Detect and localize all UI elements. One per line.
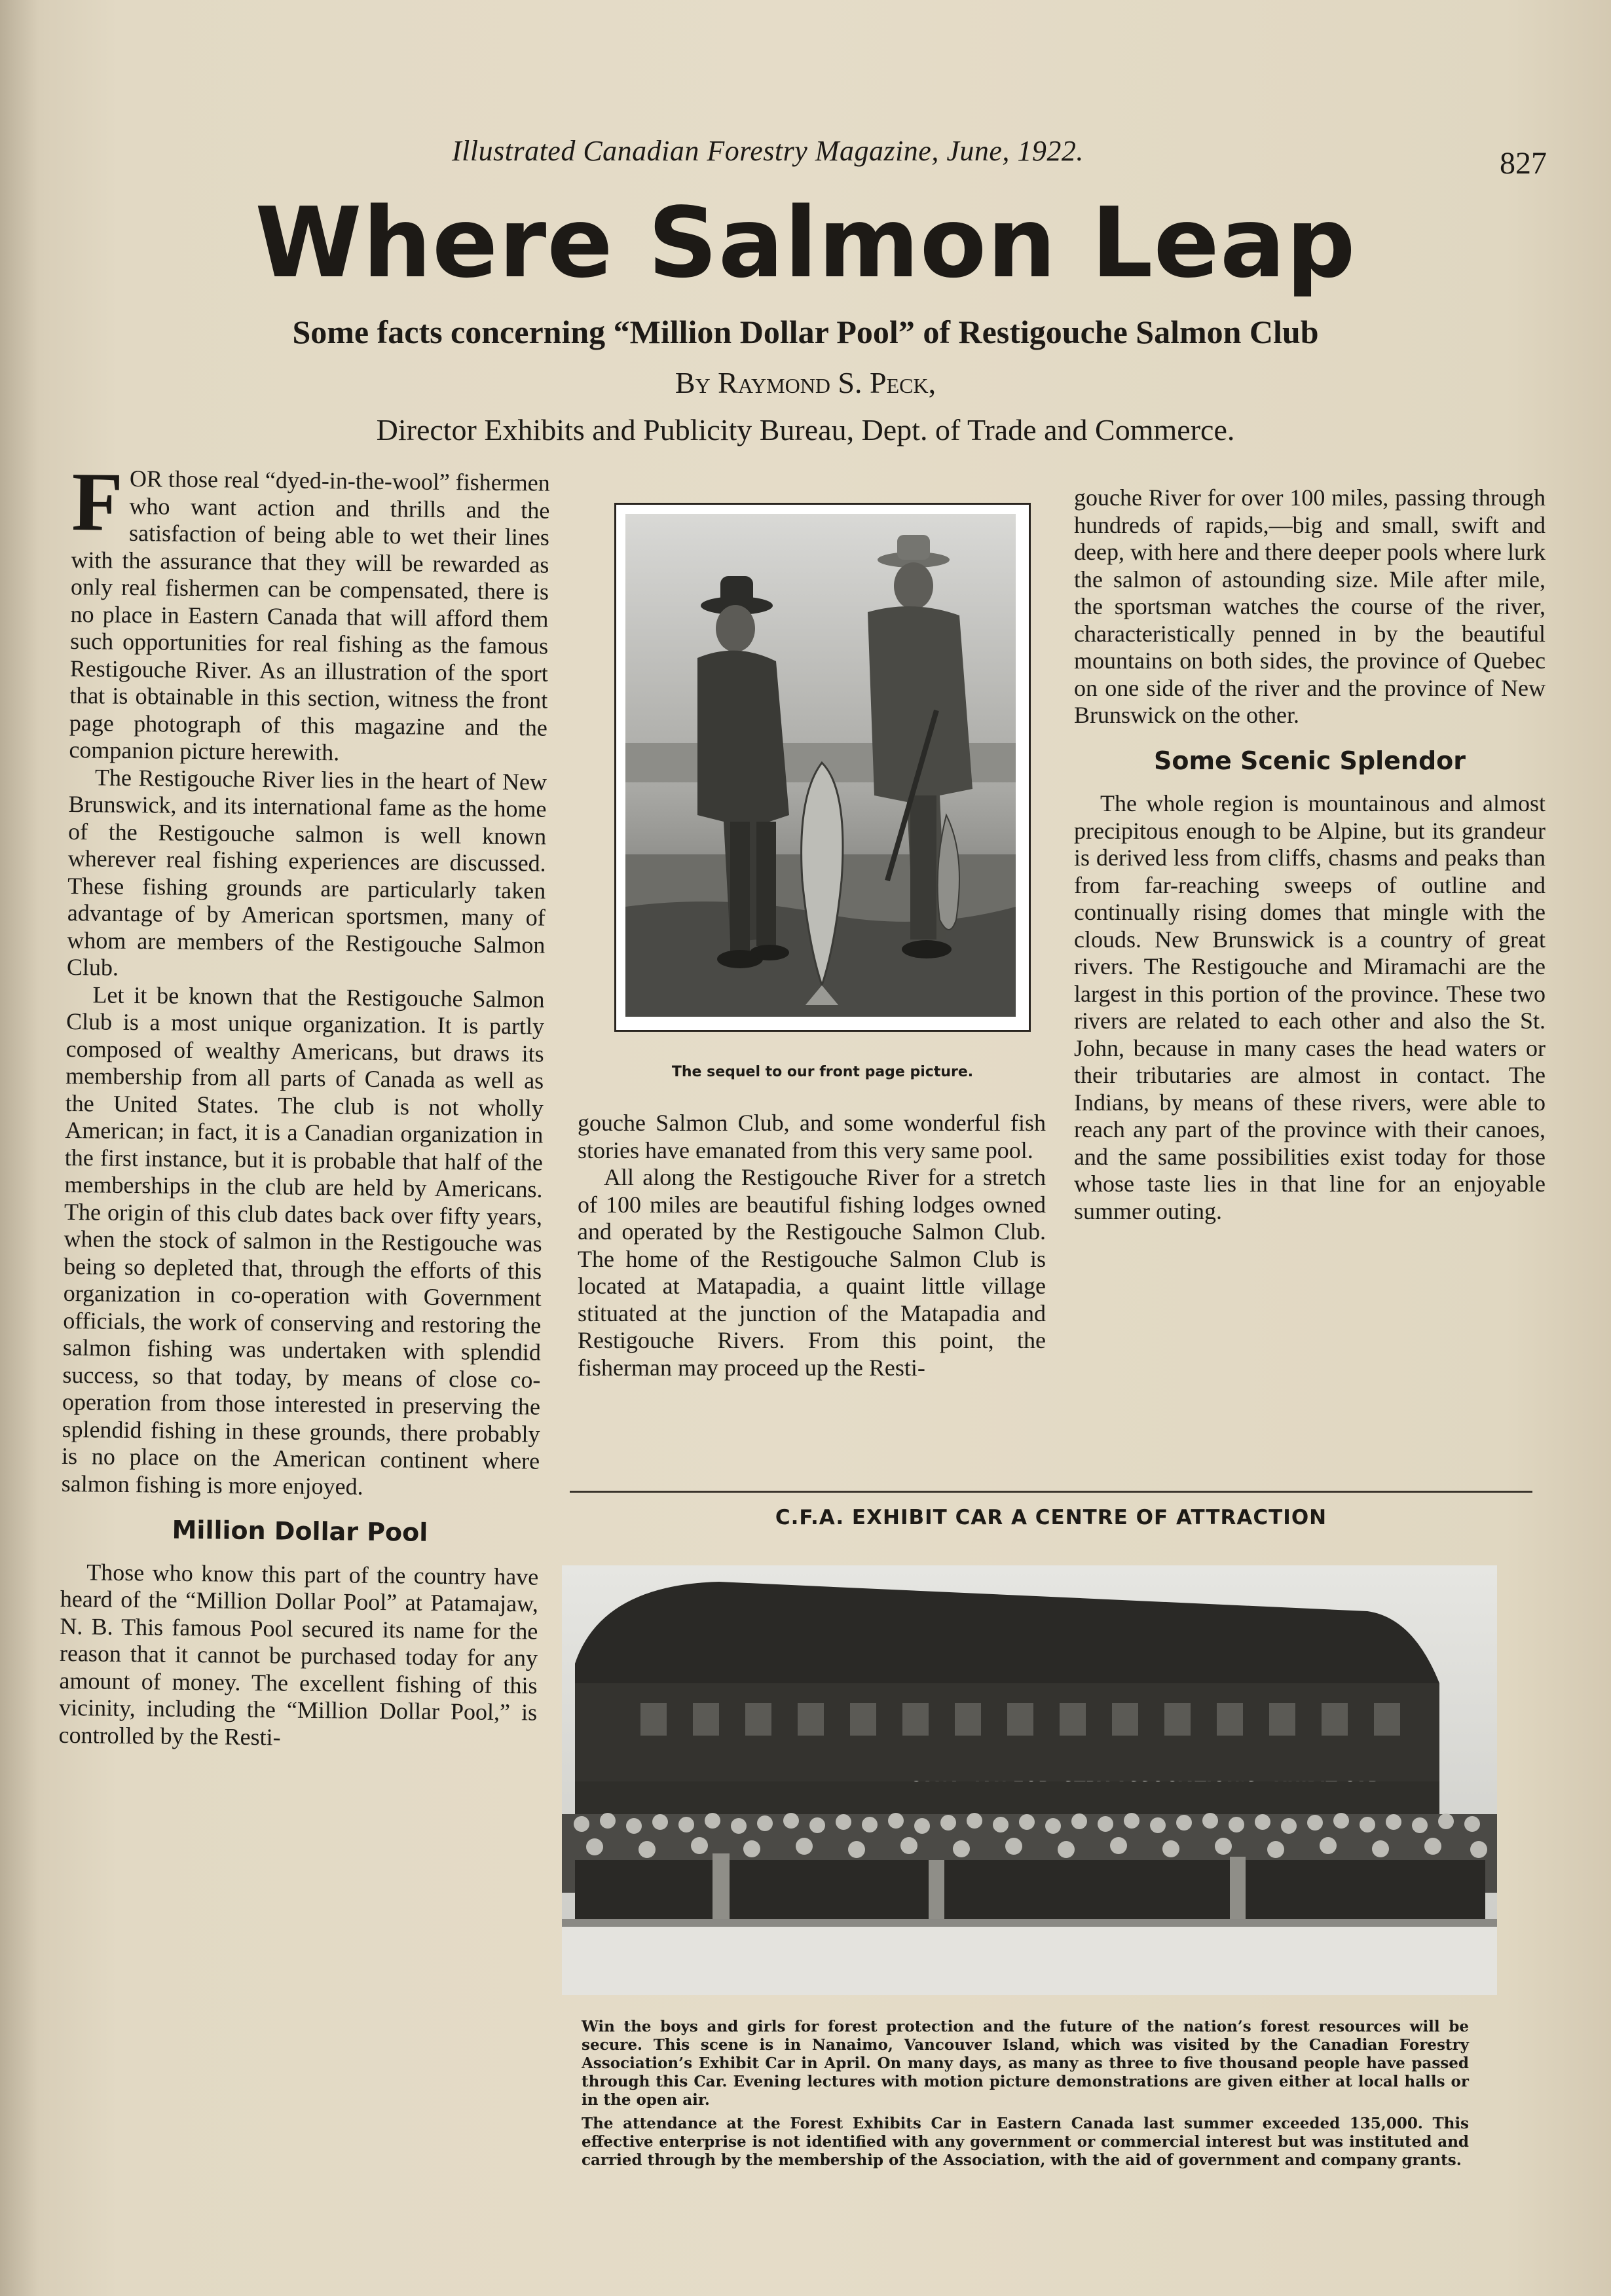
paragraph: gouche River for over 100 miles, passing through hundreds of rapids,—big and small, swift and deep, with here and there deeper pools where lurk the salmon of astounding size. Mile after mile, the sportsman watches the course of the river, characteristically penned in by the beautiful mountains on both sides, the province of Quebec on one side of the river and the province of New Brunswick on the other. (1074, 484, 1546, 728)
running-head: Illustrated Canadian Forestry Magazine, June, 1922. (452, 135, 1084, 167)
photo-caption: The sequel to our front page picture. (671, 1064, 974, 1080)
exhibit-car-photo (562, 1565, 1497, 1995)
text-column-1 (58, 455, 550, 1754)
paragraph-text: OR those real “dyed-in-the-wool” fishermen who want action and thrills and the satisfaction of being able to wet their lines with the assurance that they will be rewarded as only real fishermen can be compensated, there is no place in Eastern Canada that will afford them such opportunities for real fishing as the famous Restigouche River. As an illustration of the sport that is obtainable in this section, witness the front page photograph of this magazine and the companion picture herewith. (69, 465, 550, 766)
fishermen-photo (614, 503, 1031, 1032)
text-column-2 (578, 1110, 1046, 1381)
exhibit-car-caption (582, 2018, 1469, 2175)
article-title: Where Salmon Leap (255, 187, 1356, 299)
paragraph (69, 455, 550, 769)
paragraph: The whole region is mountainous and almost precipitous enough to be Alpine, but its grandeur is derived less from cliffs, chasms and peaks than from far-reaching sweeps of outline and continually rising domes that mingle with the clouds. New Brunswick is a country of great rivers. The Restigouche and Miramachi are the largest in this portion of the province. These two rivers are related to each other and also the St. John, because in many cases the head waters or their tributaries are almost in contact. The Indians, by means of these rivers, were able to reach any part of the province with their canoes, and the same possibilities exist today for those whose taste lies in that line for an enjoyable summer outing. (1074, 790, 1546, 1224)
fishermen-photo-image (625, 514, 1016, 1017)
caption-paragraph: Win the boys and girls for forest protection and the future of the nation’s forest resources will be secure. This scene is in Nanaimo, Vancouver Island, which was visited by the Canadian Forestry Association’s Exhibit Car in April. On many days, as many as three to five thousand people have passed through this Car. Evening lectures with motion picture demonstrations are given either at local halls or in the open air. (582, 2018, 1469, 2109)
exhibit-car-heading: C.F.A. EXHIBIT CAR A CENTRE OF ATTRACTION (775, 1506, 1327, 1529)
text-column-3 (1074, 484, 1546, 1225)
article-subtitle: Some facts concerning “Million Dollar Pool” of Restigouche Salmon Club (292, 314, 1319, 350)
paragraph: gouche Salmon Club, and some wonderful fish stories have emanated from this very same pool. (578, 1110, 1046, 1163)
byline: By Raymond S. Peck, (675, 366, 936, 399)
paragraph: Those who know this part of the country have heard of the “Million Dollar Pool” at Patamajaw, N. B. This famous Pool secured its name for the reason that it cannot be purchased today for any amount of money. The excellent fishing of this vicinity, including the “Million Dollar Pool,” is controlled by the Resti- (58, 1558, 539, 1750)
section-heading: Million Dollar Pool (172, 1515, 428, 1547)
caption-paragraph: The attendance at the Forest Exhibits Car in Eastern Canada last summer exceeded 135,000. This effective enterprise is not identified with any government or commercial interest but was instituted and carried through by the membership of the Association, with the aid of government and company grants. (582, 2115, 1469, 2169)
paragraph: The Restigouche River lies in the heart of New Brunswick, and its international fame as the home of the Restigouche salmon is well known wherever real fishing experiences are discussed. These fishing grounds are particularly taken advantage of by American sportsmen, many of whom are members of the Restigouche Salmon Club. (66, 763, 547, 981)
horizontal-rule (570, 1491, 1532, 1493)
section-heading: Some Scenic Splendor (1153, 746, 1466, 775)
page-number: 827 (1500, 146, 1547, 181)
paragraph: All along the Restigouche River for a stretch of 100 miles are beautiful fishing lodges owned and operated by the Restigouche Salmon Club. The home of the Restigouche Salmon Club is located at Matapadia, a quaint little village stituated at the junction of the Matapadia and Restigouche Rivers. From this point, the fisherman may proceed up the Resti- (578, 1164, 1046, 1381)
drop-cap: F (71, 455, 124, 549)
paragraph: Let it be known that the Restigouche Salmon Club is a most unique organization. It is partly composed of wealthy Americans, but draws its membership from all parts of Canada as well as the United States. The club is not wholly American; in fact, it is a Canadian organization in the first instance, but it is probable that half of the memberships in the club are held by Americans. The origin of this club dates back over fifty years, when the stock of salmon in the Restigouche was being so depleted that, through the efforts of this organization in co-operation with Government officials, the work of conserving and restoring the salmon fishing was undertaken with splendid success, so that today, by means of close co-operation from those interested in preserving the splendid fishing in these grounds, there probably is no place on the American continent where salmon fishing is more enjoyed. (61, 981, 545, 1500)
author-title: Director Exhibits and Publicity Bureau, Dept. of Trade and Commerce. (376, 413, 1235, 446)
